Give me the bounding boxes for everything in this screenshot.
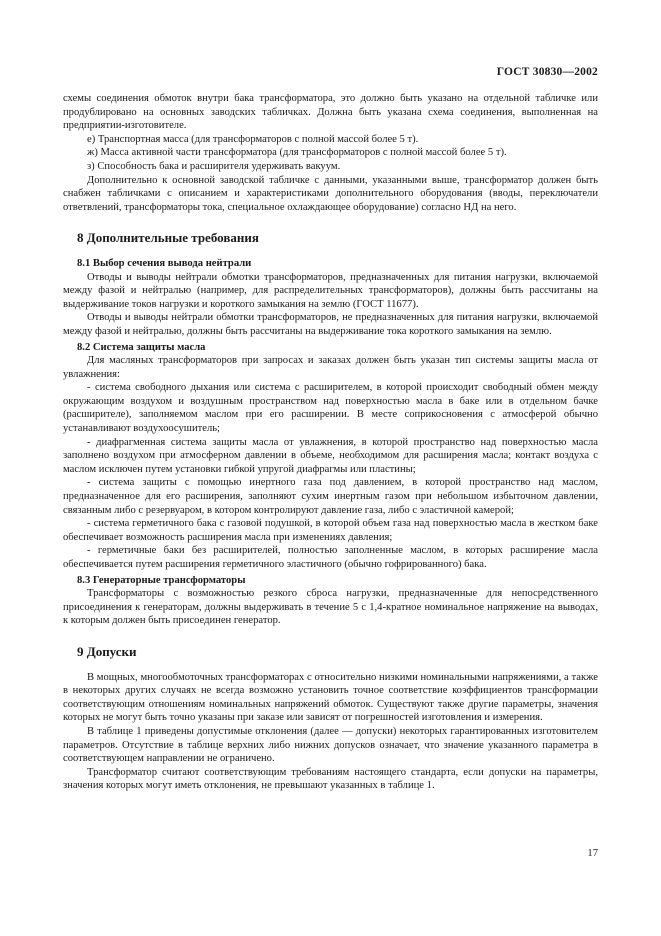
paragraph: Трансформатор считают соответствующим требованиям настоящего стандарта, если допуски на параметры, значения которых могут иметь отклонения, не превышают указанных в таблице 1. [63,766,598,792]
section-9-title: 9 Допуски [77,643,137,659]
section-8-title: 8 Дополнительные требования [77,230,259,246]
list-item: - система герметичного бака с газовой подушкой, в которой объем газа над поверхностью масла в жестком баке обеспечивает возможность расширения масла при изменениях давления; [63,518,598,543]
list-item: - диафрагменная система защиты масла от увлажнения, в которой пространство над поверхностью масла заполнено воздухом при атмосферном давлении в объеме, необходимом для расширения масла; контакт воздуха с маслом исключен путем установки гибкой упругой диафрагмы или пластины; [63,436,598,475]
list-item: - герметичные баки без расширителей, полностью заполненные маслом, в которых расширение масла обеспечивается путем расширения герметичного эластичного (обычно гофрированного) бака. [63,545,598,570]
document-body [63,92,598,793]
paragraph: схемы соединения обмоток внутри бака трансформатора, это должно быть указано на отдельной табличке или продублировано на основных заводских табличках. Должна быть указана схема соединения, выполненная на предприятии-изготовителе. [63,93,598,132]
list-item: ж) Масса активной части трансформатора (для трансформаторов с полной массой более 5 т). [87,147,507,159]
list-item: - система защиты с помощью инертного газа под давлением, в которой пространство над маслом, предназначенное для его расширения, заполняют сухим инертным газом при небольшом избыточном давлении, связанным либо с резервуаром, в котором контролируют давление газа, либо с эластичной камерой; [63,477,598,516]
paragraph: Трансформаторы с возможностью резкого сброса нагрузки, предназначенные для непосредственного присоединения к генераторам, должны выдерживать в течение 5 с 1,4-кратное номинальное напряжение на выводах, к которым должен быть присоединен генератор. [63,588,598,627]
paragraph: В таблице 1 приведены допустимые отклонения (далее — допуски) некоторых гарантированных изготовителем параметров. Отсутствие в таблице верхних либо нижних допусков означает, что значение указанного параметра в соответствующем направлении не ограничено. [63,725,598,765]
list-item: - система свободного дыхания или система с расширителем, в которой происходит свободный обмен между окружающим воздухом и воздушным пространством над поверхностью масла в баке или в отдельном бачке (расширителе), заполняемом маслом при его расширении. В месте соприкосновения с атмосферой обычно устанавливают воздухоосушитель; [63,382,598,435]
page-number: 17 [587,848,598,859]
paragraph: Отводы и выводы нейтрали обмотки трансформаторов, не предназначенных для питания нагрузки, включаемой между фазой и нейтралью, должны быть рассчитаны на выдерживание тока короткого замыкания на землю. [63,312,598,337]
list-item: е) Транспортная масса (для трансформаторов с полной массой более 5 т). [87,133,419,145]
list-item: з) Способность бака и расширителя удерживать вакуум. [87,160,341,172]
subsection-8-3-title: 8.3 Генераторные трансформаторы [77,574,246,586]
subsection-8-1-title: 8.1 Выбор сечения вывода нейтрали [77,257,252,269]
subsection-8-2-title: 8.2 Система защиты масла [77,341,206,353]
standard-code: ГОСТ 30830—2002 [496,66,598,78]
paragraph: Для масляных трансформаторов при запросах и заказах должен быть указан тип системы защиты масла от увлажнения: [63,355,598,380]
paragraph: В мощных, многообмоточных трансформаторах с относительно низкими номинальными напряжениями, а также в некоторых других случаях не всегда возможно установить точное соответствие коэффициентов трансформации соответствующим отношениям номинальных напряжений обмоток. Существуют также другие параметры, значения которых не могут быть точно указаны при заказе или зависят от погрешностей изготовления и измерения. [63,671,598,724]
paragraph: Дополнительно к основной заводской табличке с данными, указанными выше, трансформатор должен быть снабжен табличками с описанием и характеристиками дополнительного оборудования (вводы, переключатели ответвлений, трансформаторы тока, специальное охлаждающее оборудование) согласно НД на него. [63,174,598,213]
paragraph: Отводы и выводы нейтрали обмотки трансформаторов, предназначенных для питания нагрузки, включаемой между фазой и нейтралью (например, для распределительных трансформаторов), должны быть рассчитаны на выдерживание токов нагрузки и короткого замыкания на землю (ГОСТ 11677). [63,271,598,310]
